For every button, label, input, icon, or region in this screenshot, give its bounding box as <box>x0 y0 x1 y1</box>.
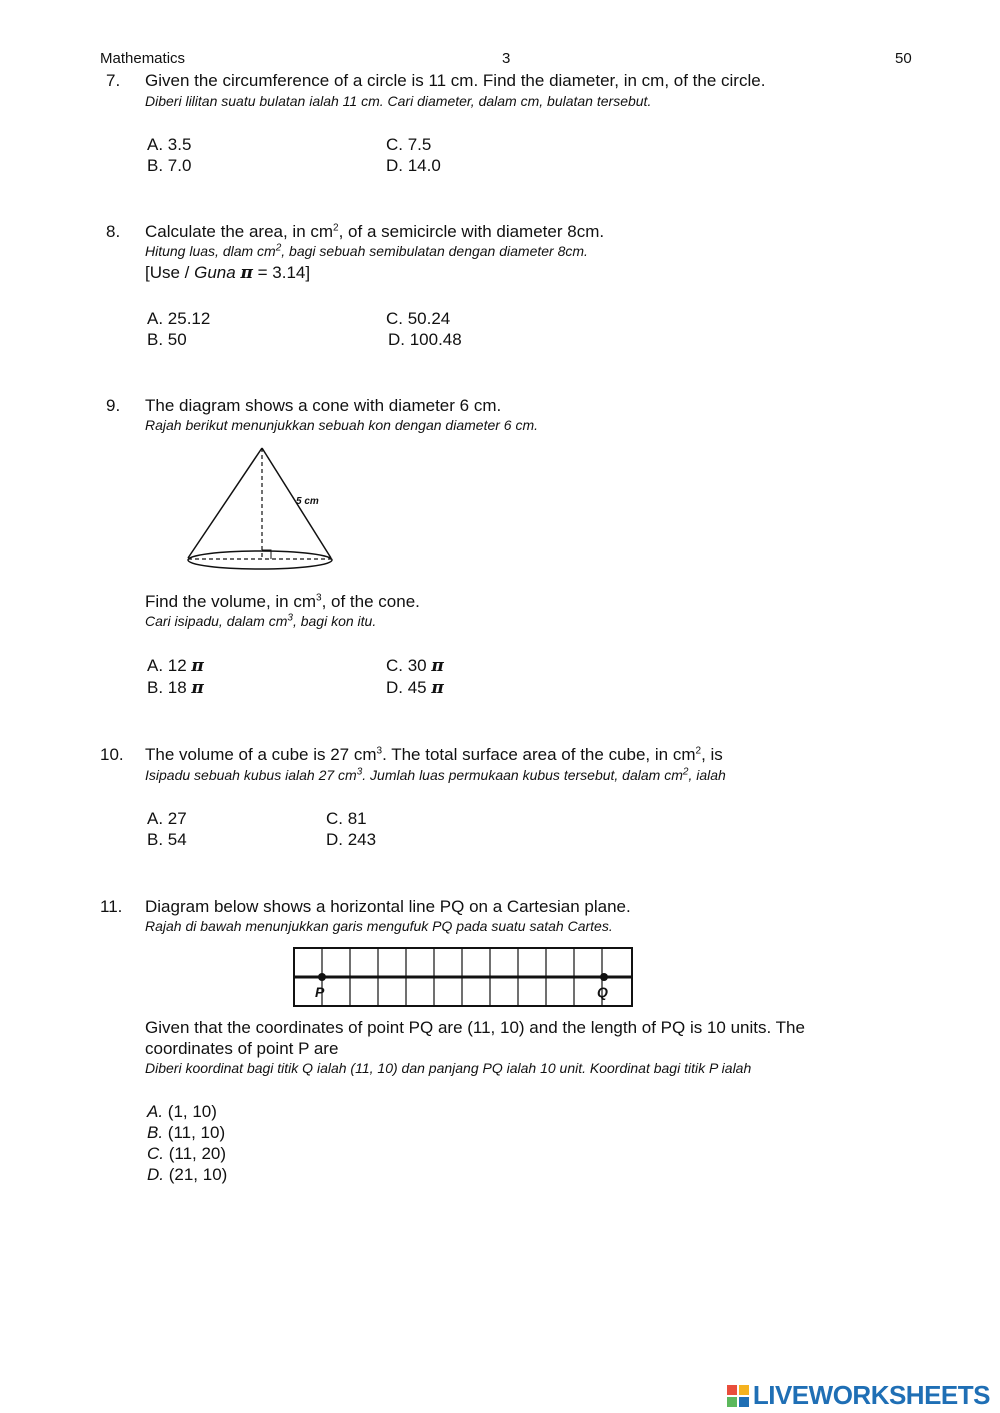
q11-option-b[interactable]: B. (11, 10) <box>147 1123 226 1142</box>
header-total-marks: 50 <box>895 50 912 67</box>
cone-slant-label: 5 cm <box>296 496 319 507</box>
q8-option-d[interactable]: D. 100.48 <box>388 330 462 349</box>
q10-option-b[interactable]: B. 54 <box>147 830 187 849</box>
q7-option-a[interactable]: A. 3.5 <box>147 135 192 154</box>
point-q-marker <box>600 973 608 981</box>
q10-text-en: The volume of a cube is 27 $cm^3$. The total surface area of the cube, in $cm^2$, is <box>145 745 723 764</box>
q9-text-en: The diagram shows a cone with diameter 6 cm. <box>145 396 502 415</box>
q11-option-c[interactable]: C. (11, 20) <box>147 1144 227 1163</box>
q8-use-pi: [Use / Guna π = 3.14] <box>145 263 311 283</box>
q8-text-en: Calculate the area, in $cm^2$, of a semicircle with diameter 8cm. <box>145 222 605 241</box>
header-page-number: 3 <box>502 50 511 67</box>
q11-number: 11. <box>100 897 123 916</box>
q11-given-line2: coordinates of point P are <box>145 1039 339 1058</box>
q7-number: 7. <box>106 71 121 90</box>
point-p-label: P <box>315 984 325 1000</box>
q7-option-d[interactable]: D. 14.0 <box>386 156 441 175</box>
q9-text-ms: Rajah berikut menunjukkan sebuah kon dengan diameter 6 cm. <box>145 417 539 433</box>
q8-option-a[interactable]: A. 25.12 <box>147 309 211 328</box>
q10-number: 10. <box>100 745 124 764</box>
cone-diagram <box>180 440 350 580</box>
q9-option-c[interactable]: C. 30 π <box>386 656 444 676</box>
liveworksheets-logo[interactable] <box>727 1380 990 1411</box>
point-q-label: Q <box>597 984 608 1000</box>
q7-option-b[interactable]: B. 7.0 <box>147 156 192 175</box>
q9-find-ms: Cari isipadu, dalam $cm^3$, bagi kon itu. <box>145 612 377 629</box>
q11-option-d[interactable]: D. (21, 10) <box>147 1165 228 1184</box>
cartesian-grid-diagram <box>293 947 633 1007</box>
q10-option-c[interactable]: C. 81 <box>326 809 367 828</box>
liveworksheets-logo-text: LIVEWORKSHEETS <box>752 1380 990 1410</box>
liveworksheets-logo-icon <box>727 1385 749 1407</box>
q11-text-ms: Rajah di bawah menunjukkan garis mengufuk PQ pada suatu satah Cartes. <box>145 918 613 934</box>
q10-text-ms: Isipadu sebuah kubus ialah 27 $cm^3$. Jumlah luas permukaan kubus tersebut, dalam $cm^2$, ialah <box>145 766 726 783</box>
q9-option-d[interactable]: D. 45 π <box>386 678 444 698</box>
q9-find-en: Find the volume, in $cm^3$, of the cone. <box>145 592 420 611</box>
q8-option-c[interactable]: C. 50.24 <box>386 309 451 328</box>
q11-given-line1: Given that the coordinates of point PQ are (11, 10) and the length of PQ is 10 units. The <box>145 1018 805 1037</box>
q11-text-en: Diagram below shows a horizontal line PQ on a Cartesian plane. <box>145 897 631 916</box>
q9-option-b[interactable]: B. 18 π <box>147 678 204 698</box>
q9-number: 9. <box>106 396 121 415</box>
q10-option-d[interactable]: D. 243 <box>326 830 377 849</box>
q10-option-a[interactable]: A. 27 <box>147 809 187 828</box>
q8-text-ms: Hitung luas, dlam $cm^2$, bagi sebuah semibulatan dengan diameter 8cm. <box>145 242 588 259</box>
header-subject: Mathematics <box>100 50 186 67</box>
q7-text-en: Given the circumference of a circle is 11 cm. Find the diameter, in cm, of the circle. <box>145 71 766 90</box>
q7-text-ms: Diberi lilitan suatu bulatan ialah 11 cm. Cari diameter, dalam cm, bulatan tersebut. <box>145 93 652 109</box>
q11-option-a[interactable]: A. (1, 10) <box>147 1102 217 1121</box>
point-p-marker <box>318 973 326 981</box>
q9-option-a[interactable]: A. 12 π <box>147 656 204 676</box>
q7-option-c[interactable]: C. 7.5 <box>386 135 432 154</box>
q11-given-ms: Diberi koordinat bagi titik Q ialah (11, 10) dan panjang PQ ialah 10 unit. Koordinat bagi titik P ialah <box>145 1060 752 1076</box>
q8-number: 8. <box>106 222 121 241</box>
q8-option-b[interactable]: B. 50 <box>147 330 187 349</box>
